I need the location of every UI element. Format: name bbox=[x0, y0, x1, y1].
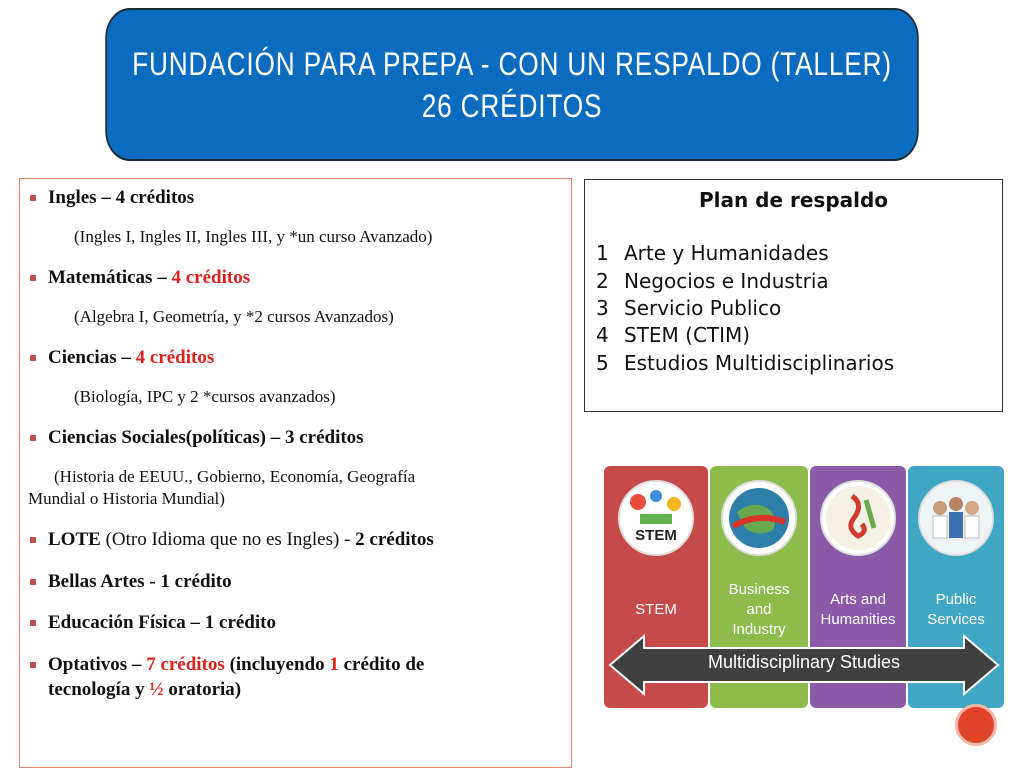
stem-logo-icon bbox=[618, 480, 694, 556]
bullet-icon bbox=[30, 537, 36, 543]
requirement-english-detail: (Ingles I, Ingles II, Ingles III, y *un curso Avanzado) bbox=[74, 227, 433, 246]
column-label-public-1: Public bbox=[935, 591, 977, 608]
bullet-icon bbox=[30, 435, 36, 441]
bullet-icon bbox=[30, 355, 36, 361]
column-label-business-2: and bbox=[746, 601, 772, 618]
people-group-icon bbox=[918, 480, 994, 556]
column-label-arts-1: Arts and bbox=[830, 591, 886, 608]
endorsements-graphic bbox=[604, 466, 1004, 708]
plan-item: 4 STEM (CTIM) bbox=[596, 323, 751, 347]
plan-item: 5 Estudios Multidisciplinarios bbox=[596, 351, 895, 375]
title-banner bbox=[105, 8, 918, 161]
requirement-math-detail: (Algebra I, Geometría, y *2 cursos Avanzados) bbox=[74, 307, 394, 326]
column-label-business-3: Industry bbox=[732, 621, 786, 638]
requirement-social-detail-2: Mundial o Historia Mundial) bbox=[28, 489, 225, 508]
plan-item: 1 Arte y Humanidades bbox=[596, 241, 829, 265]
bullet-icon bbox=[30, 662, 36, 668]
bullet-icon bbox=[30, 275, 36, 281]
column-label-business-1: Business bbox=[728, 581, 790, 598]
backup-plan-box bbox=[584, 179, 1003, 412]
requirements-panel: Ingles – 4 créditos (Ingles I, Ingles II, Ingles III, y *un curso Avanzado) Matemáticas – 4 créditos (Algebra I, Geometría, y *2 cursos Avanzados) Ciencias – 4 créditos (Biología, IPC y 2 *cursos avanzados) Ciencias Sociales(políticas) – 3 créditos (Historia de EEUU., Gobierno, Economía, Geografía Mundial o Historia Mundial) LOTE (Otro Idioma que no es Ingles) - 2 créditos Bellas Artes - 1 crédito Educación Física – 1 crédito Optativos – 7 créditos (incluyendo 1 crédito de tecnología y ½ oratoria) bbox=[19, 178, 572, 768]
column-label-stem: STEM bbox=[635, 601, 677, 618]
decorative-circle-icon bbox=[955, 704, 997, 746]
arrow-label: Multidisciplinary Studies bbox=[707, 652, 901, 672]
title-line-2: 26 CRÉDITOS bbox=[421, 87, 603, 124]
bullet-icon bbox=[30, 579, 36, 585]
bullet-icon bbox=[30, 620, 36, 626]
requirement-social-detail-1: (Historia de EEUU., Gobierno, Economía, Geografía bbox=[54, 467, 416, 486]
plan-title: Plan de respaldo bbox=[698, 188, 889, 212]
requirement-science-detail: (Biología, IPC y 2 *cursos avanzados) bbox=[74, 387, 336, 406]
treble-clef-icon bbox=[820, 480, 896, 556]
column-label-arts-2: Humanities bbox=[820, 611, 896, 628]
stem-badge-text: STEM bbox=[635, 527, 677, 544]
plan-item: 3 Servicio Publico bbox=[596, 296, 782, 320]
column-label-public-2: Services bbox=[927, 611, 985, 628]
globe-icon bbox=[721, 480, 797, 556]
title-line-1: FUNDACIÓN PARA PREPA - CON UN RESPALDO (TALLER) bbox=[132, 45, 892, 82]
bullet-icon bbox=[30, 195, 36, 201]
plan-item: 2 Negocios e Industria bbox=[596, 269, 829, 293]
